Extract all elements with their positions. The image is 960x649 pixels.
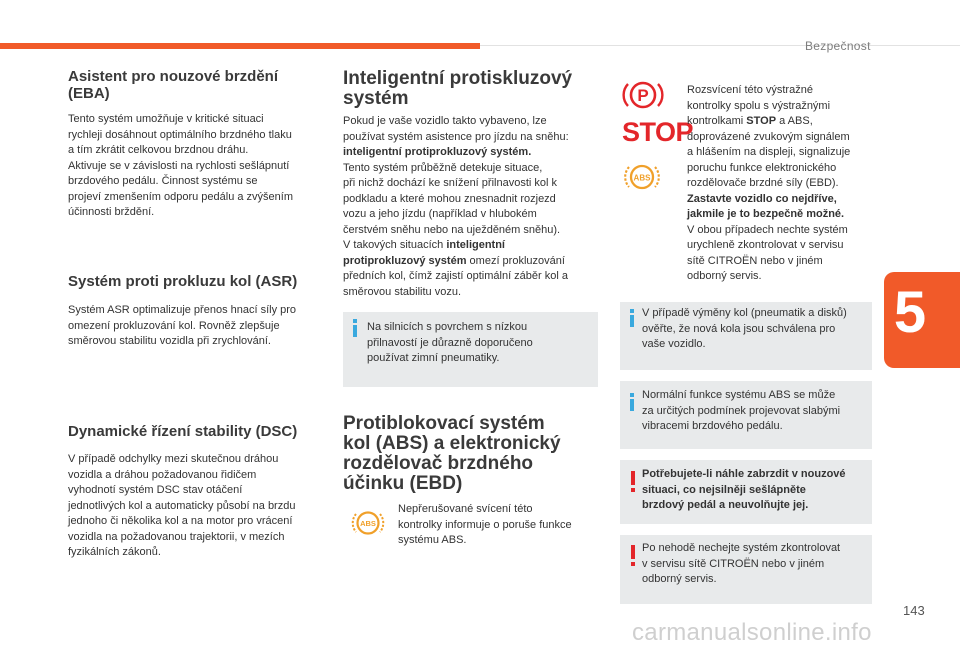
eba-heading: Asistent pro nouzové brzdění (EBA) (68, 68, 279, 102)
after-accident-warning: Po nehodě nechejte systém zkontrolovat v servisu sítě CITROËN nebo v jiném odborný servis. (620, 535, 872, 604)
intelligent-traction-paragraph: Pokud je vaše vozidlo takto vybaveno, lze používat systém asistence pro jízdu na sněhu: inteligentní protiprokluzový systém. Tento systém průběžně detekuje situace, při nichž dochází ke snížení přilnavosti kol k podkladu a které mohou znesnadnit rozjezd vozu a jeho jízdu (například v hlubokém čerstvém sněhu nebo na uježděném sněhu). V takových situacích inteligentní protiprokluzový systém omezí prokluzování předních kol, čímž zajistí optimální záběr kol a směrovou stabilitu vozu. (343, 115, 569, 298)
abs-vibration-note: Normální funkce systému ABS se může za určitých podmínek projevovat slabými vibracemi brzdového pedálu. (620, 381, 872, 449)
abs-warning-lamp-icon (350, 508, 386, 538)
header-accent-bar (0, 43, 480, 49)
svg-text:P: P (637, 86, 649, 105)
page-number: 143 (903, 603, 925, 618)
winter-tyres-note: Na silnicích s povrchem s nízkou přilnavostí je důrazně doporučeno používat zimní pneumatiky. (343, 312, 598, 387)
wheel-replacement-note: V případě výměny kol (pneumatik a disků) ověřte, že nová kola jsou schválena pro vaše vozidlo. (620, 302, 872, 370)
abs-lamp-description: Nepřerušované svícení této kontrolky informuje o poruše funkce systému ABS. (398, 503, 572, 546)
dsc-paragraph: V případě odchylky mezi skutečnou dráhou vozidla a dráhou požadovanou řidičem vyhodnotí systém DSC stav otáčení jednotlivých kol a automaticky působí na brzdu jednoho či několika kol a na motor pro vrácení vozidla na požadovanou trajektorii, v mezích fyzikálních zákonů. (68, 453, 296, 558)
svg-text:ABS: ABS (633, 173, 651, 183)
asr-paragraph: Systém ASR optimalizuje přenos hnací síly pro omezení prokluzování kol. Rovněž zlepšuje směrovou stabilitu vozidla při zrychlování. (68, 304, 297, 347)
section-name: Bezpečnost (805, 39, 871, 53)
stop-warning-icon: STOP (622, 117, 694, 147)
svg-text:ABS: ABS (360, 519, 376, 528)
dsc-heading: Dynamické řízení stability (DSC) (68, 423, 298, 440)
abs-warning-lamp-icon (622, 160, 662, 194)
header-rule (480, 45, 960, 46)
parking-brake-warning-icon (622, 78, 664, 112)
intelligent-traction-heading: Inteligentní protiskluzový systém (343, 68, 573, 109)
ebd-warning-paragraph: Rozsvícení této výstražné kontrolky spolu s výstražnými kontrolkami STOP a ABS, doprovázené zvukovým signálem a hlášením na displeji, signalizuje poruchu funkce elektronického rozdělovače brzdné síly (EBD). Zastavte vozidlo co nejdříve, jakmile je to bezpečně možné. V obou případech nechte systém urychleně zkontrolovat v servisu sítě CITROËN nebo v jiném odborný servis. (687, 84, 851, 282)
chapter-tab (884, 272, 960, 368)
chapter-number: 5 (893, 280, 927, 345)
emergency-braking-warning: Potřebujete-li náhle zabrzdit v nouzové situaci, co nejsilněji sešlápněte brzdový pedál a neuvolňujte jej. (620, 460, 872, 524)
abs-ebd-heading: Protiblokovací systém kol (ABS) a elektronický rozdělovač brzdného účinku (EBD) (343, 413, 561, 494)
eba-paragraph: Tento systém umožňuje v kritické situaci rychleji dosáhnout optimálního brzdného tlaku a tím zkrátit celkovou brzdnou dráhu. Aktivuje se v závislosti na rychlosti sešlápnutí brzdového pedálu. Činnost systému se projeví zmenšením odporu pedálu a zvýšením účinnosti brždění. (68, 113, 294, 218)
asr-heading: Systém proti prokluzu kol (ASR) (68, 273, 298, 290)
watermark: carmanualsonline.info (632, 619, 872, 646)
